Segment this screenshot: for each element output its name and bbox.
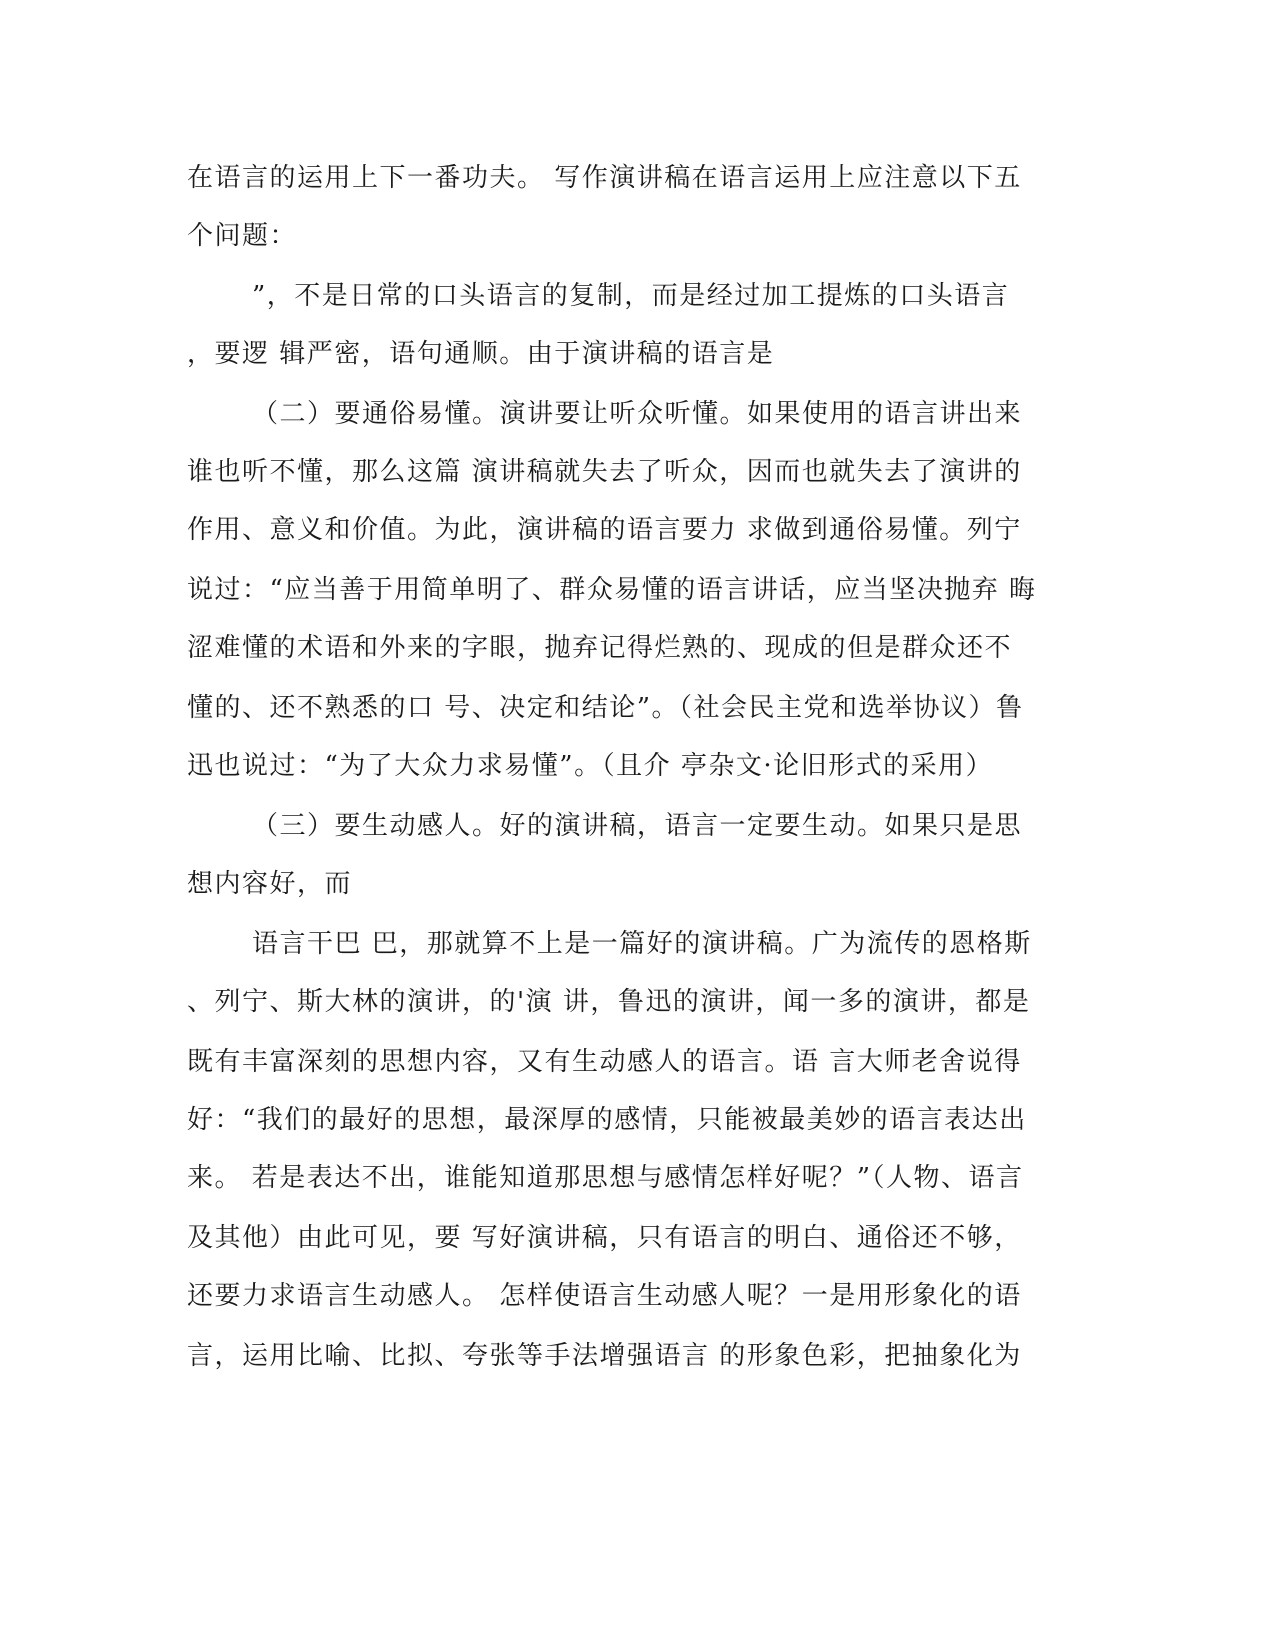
text-line: 来。 若是表达不出，谁能知道那思想与感情怎样好呢？”（人物、语言 <box>187 1163 1024 1193</box>
text-line: 作用、意义和价值。为此，演讲稿的语言要力 求做到通俗易懂。列宁 <box>187 515 1022 545</box>
text-line: 想内容好，而 <box>187 869 353 899</box>
text-line: 及其他）由此可见，要 写好演讲稿，只有语言的明白、通俗还不够， <box>187 1223 1022 1253</box>
text-line: 谁也听不懂，那么这篇 演讲稿就失去了听众，因而也就失去了演讲的 <box>187 457 1022 487</box>
text-line: 涩难懂的术语和外来的字眼，抛弃记得烂熟的、现成的但是群众还不 <box>187 633 1013 663</box>
text-line: 既有丰富深刻的思想内容，又有生动感人的语言。语 言大师老舍说得 <box>187 1047 1022 1077</box>
text-line: ，要逻 辑严密，语句通顺。由于演讲稿的语言是 <box>187 339 775 369</box>
text-line: 说过：“应当善于用简单明了、群众易懂的语言讲话，应当坚决抛弃 晦 <box>187 575 1037 605</box>
text-line: 好：“我们的最好的思想，最深厚的感情，只能被最美妙的语言表达出 <box>187 1105 1027 1135</box>
text-line: 迅也说过：“为了大众力求易懂”。（且介 亭杂文·论旧形式的采用） <box>187 751 994 781</box>
text-line: （三）要生动感人。好的演讲稿，语言一定要生动。如果只是思 <box>252 811 1023 841</box>
text-line: 还要力求语言生动感人。 怎样使语言生动感人呢？一是用形象化的语 <box>187 1281 1022 1311</box>
text-line: 言，运用比喻、比拟、夸张等手法增强语言 的形象色彩，把抽象化为 <box>187 1341 1022 1371</box>
text-line: 懂的、还不熟悉的口 号、决定和结论”。（社会民主党和选举协议）鲁 <box>187 693 1024 723</box>
text-line: 语言干巴 巴，那就算不上是一篇好的演讲稿。广为流传的恩格斯 <box>252 929 1032 959</box>
text-line: 个问题： <box>187 221 298 251</box>
text-line: 在语言的运用上下一番功夫。 写作演讲稿在语言运用上应注意以下五 <box>187 163 1022 193</box>
text-line: ”，不是日常的口头语言的复制，而是经过加工提炼的口头语言 <box>252 281 1010 311</box>
text-line: （二）要通俗易懂。演讲要让听众听懂。如果使用的语言讲出来 <box>252 399 1023 429</box>
text-line: 、列宁、斯大林的演讲，的'演 讲，鲁迅的演讲，闻一多的演讲，都是 <box>187 987 1031 1017</box>
